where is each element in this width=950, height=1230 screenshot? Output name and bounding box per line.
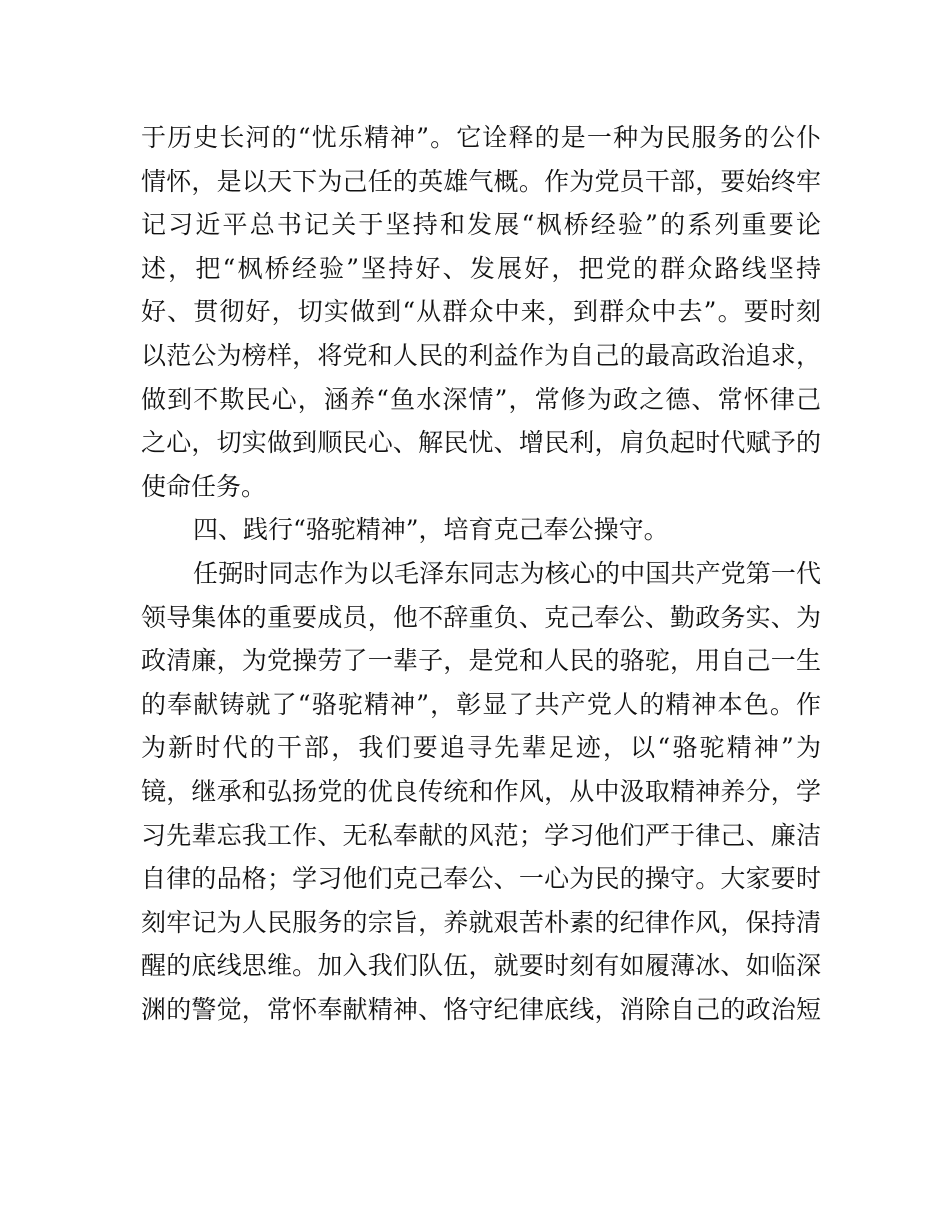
paragraph-line: 为新时代的干部，我们要追寻先辈足迹，以“骆驼精神”为 xyxy=(141,733,821,763)
paragraph-line: 自律的品格；学习他们克己奉公、一心为民的操守。大家要时 xyxy=(141,864,821,894)
paragraph-line: 记习近平总书记关于坚持和发展“枫桥经验”的系列重要论 xyxy=(141,210,821,240)
paragraph-line: 使命任务。 xyxy=(141,471,267,501)
paragraph-line: 之心，切实做到顺民心、解民忧、增民利，肩负起时代赋予的 xyxy=(141,428,821,458)
paragraph-line: 的奉献铸就了“骆驼精神”，彰显了共产党人的精神本色。作 xyxy=(141,689,821,719)
paragraph-line: 镜，继承和弘扬党的优良传统和作风，从中汲取精神养分，学 xyxy=(141,776,821,806)
paragraph-line: 任弼时同志作为以毛泽东同志为核心的中国共产党第一代 xyxy=(193,558,821,588)
paragraph-line: 领导集体的重要成员，他不辞重负、克己奉公、勤政务实、为 xyxy=(141,602,821,632)
paragraph-line: 述，把“枫桥经验”坚持好、发展好，把党的群众路线坚持 xyxy=(141,253,821,283)
paragraph-line: 醒的底线思维。加入我们队伍，就要时刻有如履薄冰、如临深 xyxy=(141,951,821,981)
paragraph-line: 政清廉，为党操劳了一辈子，是党和人民的骆驼，用自己一生 xyxy=(141,646,821,676)
paragraph-line: 情怀，是以天下为己任的英雄气概。作为党员干部，要始终牢 xyxy=(141,166,821,196)
paragraph-line: 好、贯彻好，切实做到“从群众中来，到群众中去”。要时刻 xyxy=(141,297,821,327)
paragraph-line: 于历史长河的“忧乐精神”。它诠释的是一种为民服务的公仆 xyxy=(141,123,821,152)
paragraph-line: 刻牢记为人民服务的宗旨，养就艰苦朴素的纪律作风，保持清 xyxy=(141,907,821,937)
paragraph-line: 习先辈忘我工作、无私奉献的风范；学习他们严于律己、廉洁 xyxy=(141,820,821,850)
paragraph-line: 做到不欺民心，涵养“鱼水深情”，常修为政之德、常怀律己 xyxy=(141,384,821,414)
paragraph-line: 以范公为榜样，将党和人民的利益作为自己的最高政治追求， xyxy=(141,340,821,370)
section-heading: 四、践行“骆驼精神”，培育克己奉公操守。 xyxy=(193,515,669,545)
body-text xyxy=(141,116,821,1031)
paragraph-line: 渊的警觉，常怀奉献精神、恪守纪律底线，消除自己的政治短 xyxy=(141,994,821,1024)
